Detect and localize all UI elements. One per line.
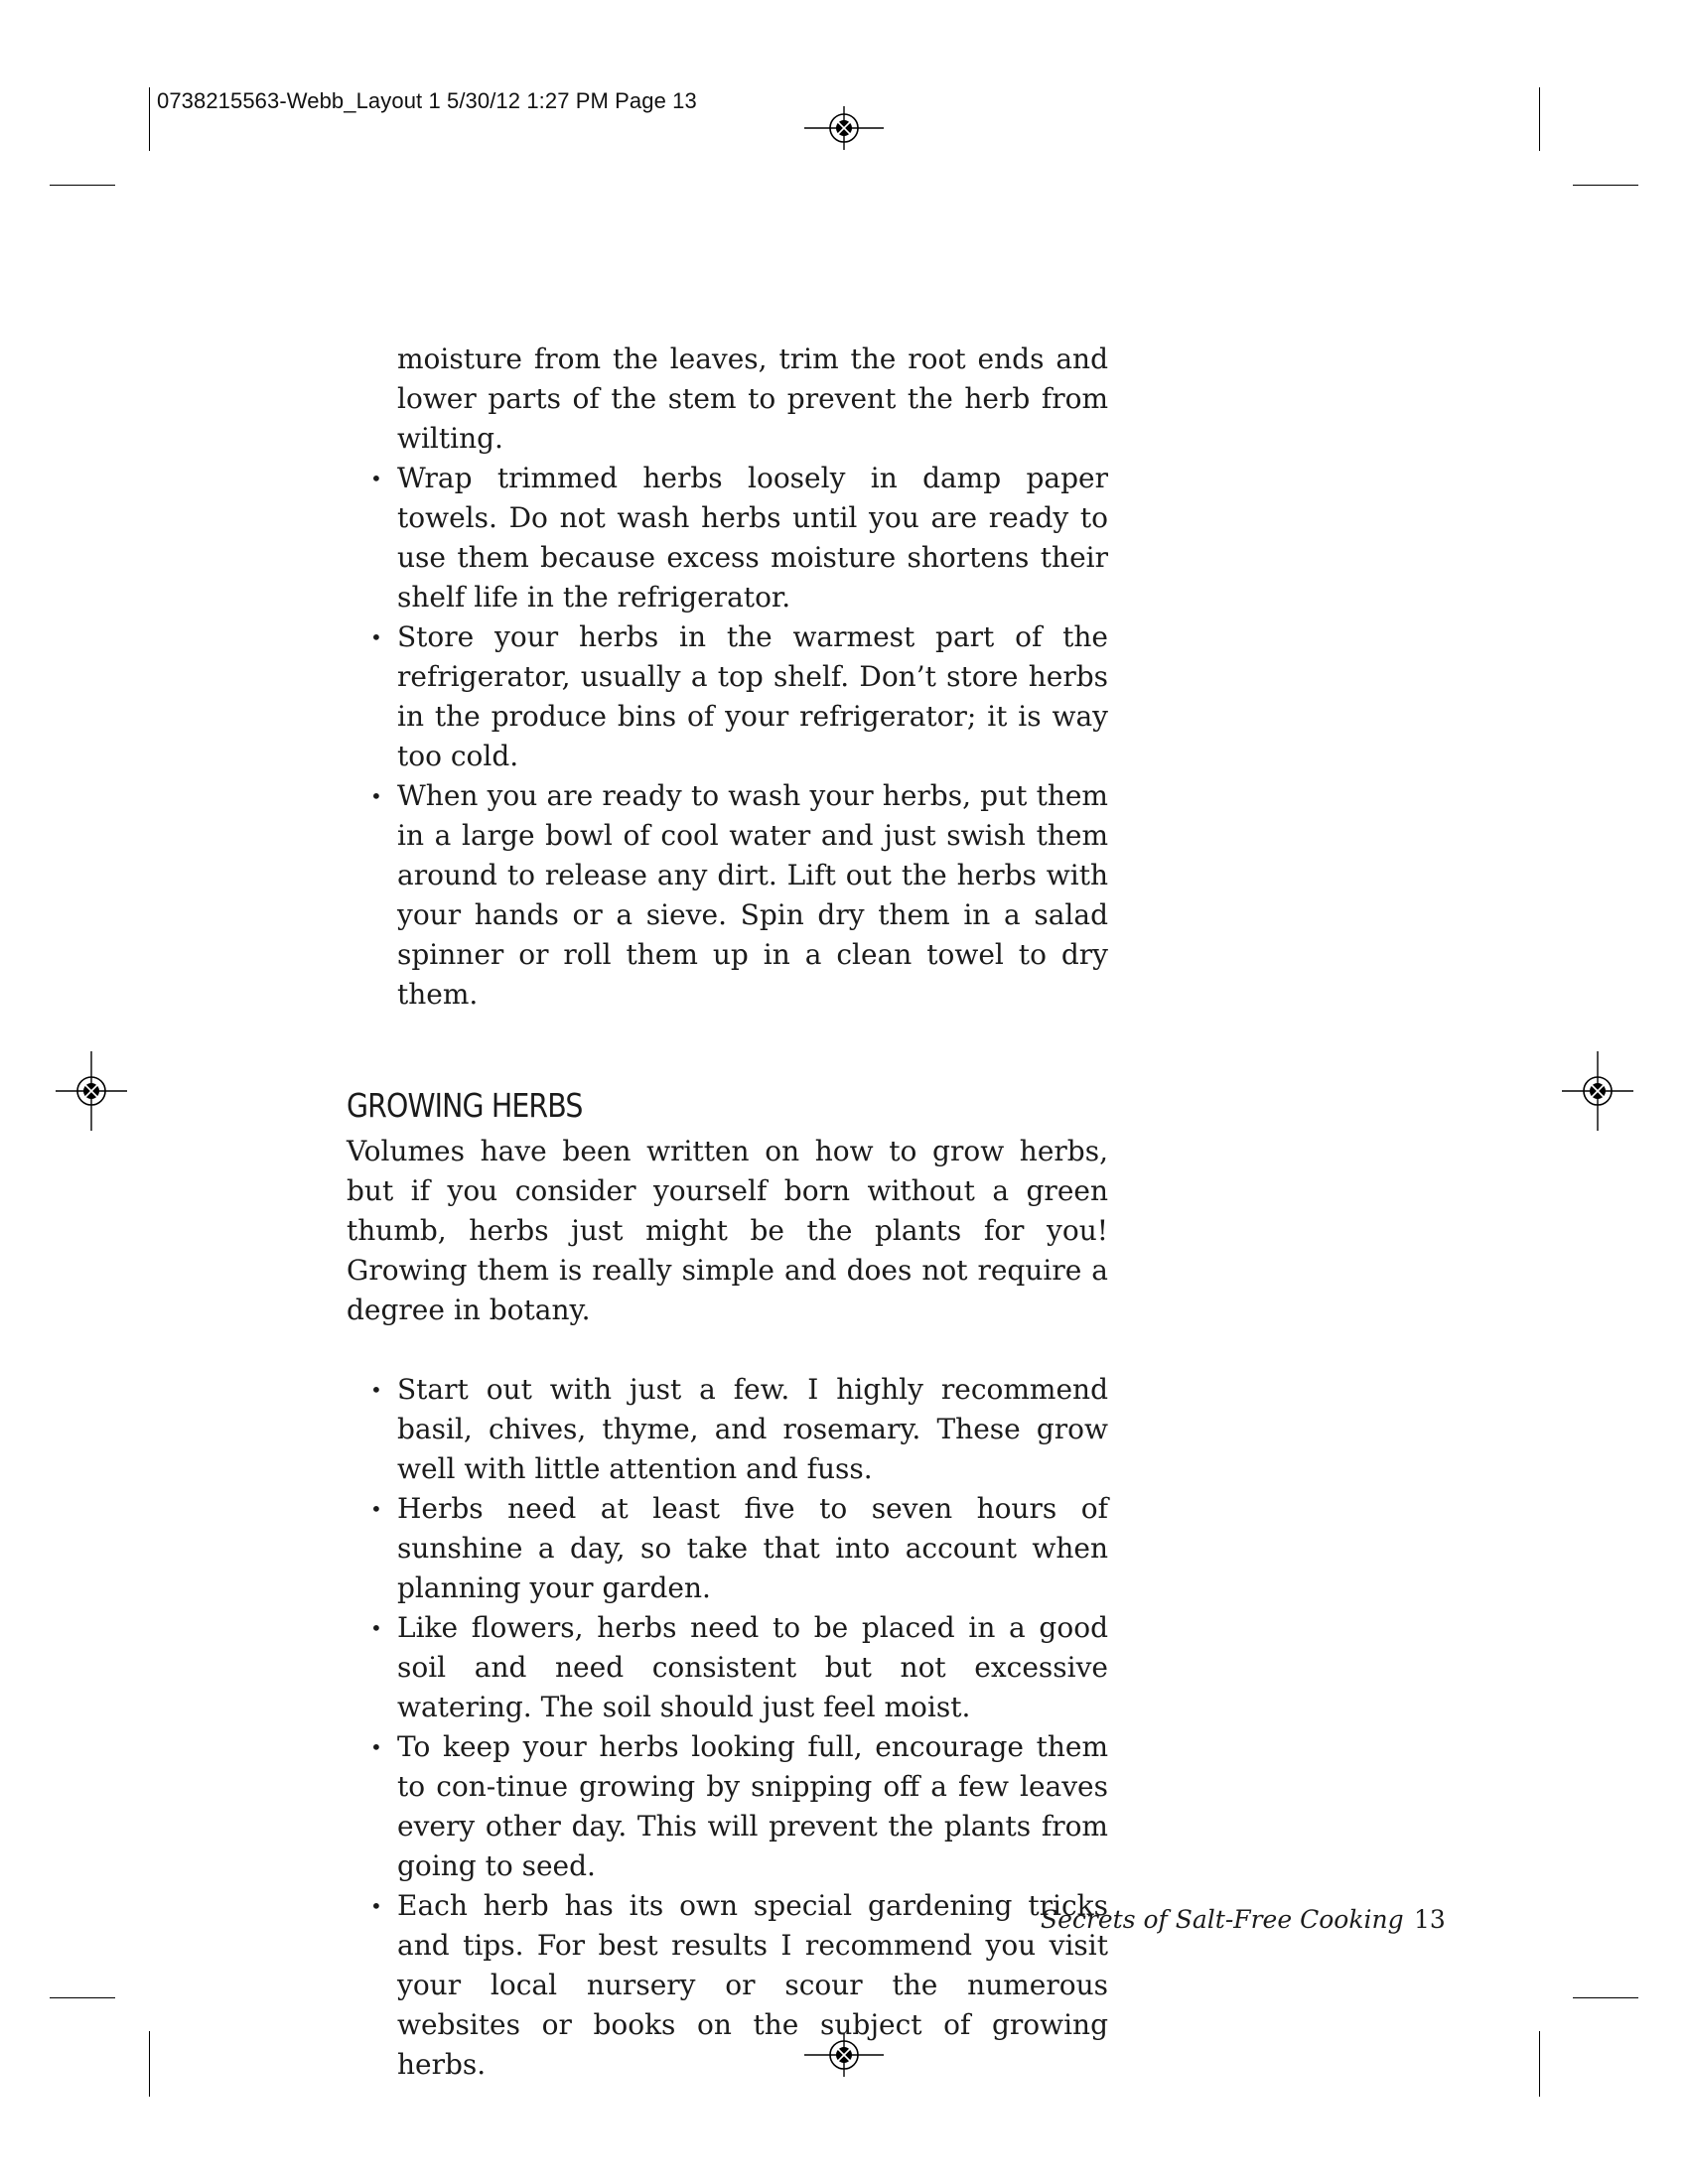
section-heading: GROWING HERBS [347, 1086, 583, 1125]
bullet-icon: • [370, 784, 382, 808]
crop-mark-bottom-left-vertical [149, 2031, 150, 2097]
registration-mark-top-icon [802, 86, 886, 170]
list-item-text: To keep your herbs looking full, encourage them to con-tinue growing by snipping off a few leaves every other day. This will prevent the plants from going to seed. [397, 1730, 1108, 1882]
list-item [347, 1370, 1108, 1489]
list-item [347, 1608, 1108, 1727]
list-item [347, 459, 1108, 617]
list-item [347, 1886, 1108, 2085]
list-item-text: Like flowers, herbs need to be placed in a good soil and need consistent but not excessive watering. The soil should just feel moist. [397, 1611, 1108, 1723]
list-item-text: Store your herbs in the warmest part of the refrigerator, usually a top shelf. Don’t store herbs in the produce bins of your refrigerator; it is way too cold. [397, 620, 1108, 772]
crop-mark-top-left-horizontal [50, 185, 115, 186]
bullet-icon: • [370, 1735, 382, 1759]
crop-mark-top-right-vertical [1539, 87, 1540, 151]
paragraph-spacer [347, 1330, 1108, 1370]
bullet-icon: • [370, 625, 382, 649]
crop-mark-top-right-horizontal [1573, 185, 1638, 186]
list-item-text: Each herb has its own special gardening tricks and tips. For best results I recommend you visit your local nursery or scour the numerous websites or books on the subject of growing herbs. [397, 1889, 1108, 2081]
bullet-icon: • [370, 1378, 382, 1402]
storage-tips-list [347, 459, 1108, 1015]
page-number: 13 [1414, 1905, 1446, 1934]
crop-mark-bottom-right-vertical [1539, 2031, 1540, 2097]
list-item [347, 776, 1108, 1015]
list-item-text: Start out with just a few. I highly recommend basil, chives, thyme, and rosemary. These grow well with little attention and fuss. [397, 1373, 1108, 1485]
print-slug-line: 0738215563-Webb_Layout 1 5/30/12 1:27 PM Page 13 [157, 88, 697, 113]
page-body [347, 340, 1108, 2085]
list-item [347, 1727, 1108, 1886]
bullet-icon: • [370, 1894, 382, 1918]
list-item [347, 617, 1108, 776]
list-item-text: Herbs need at least five to seven hours of sunshine a day, so take that into account when planning your garden. [397, 1492, 1108, 1604]
bullet-icon: • [370, 1497, 382, 1521]
list-item-text: When you are ready to wash your herbs, put them in a large bowl of cool water and just swish them around to release any dirt. Lift out the herbs with your hands or a sieve. Spin dry them in a salad spinner or roll them up in a clean towel to dry them. [397, 779, 1108, 1011]
crop-mark-bottom-left-horizontal [50, 1997, 115, 1998]
continuation-paragraph: moisture from the leaves, trim the root ends and lower parts of the stem to prevent the herb from wilting. [397, 342, 1108, 455]
running-footer-book-title: Secrets of Salt-Free Cooking [1041, 1905, 1404, 1934]
registration-mark-right-icon [1556, 1049, 1639, 1133]
crop-mark-top-left-vertical [149, 87, 150, 151]
list-item [347, 1489, 1108, 1608]
bullet-icon: • [370, 467, 382, 490]
list-item-text: Wrap trimmed herbs loosely in damp paper towels. Do not wash herbs until you are ready to use them because excess moisture shortens their shelf life in the refrigerator. [397, 462, 1108, 614]
growing-tips-list [347, 1370, 1108, 2085]
registration-mark-left-icon [50, 1049, 133, 1133]
intro-paragraph: Volumes have been written on how to grow herbs, but if you consider yourself born without a green thumb, herbs just might be the plants for you! Growing them is really simple and does not require a degree in botany. [347, 1135, 1108, 1326]
crop-mark-bottom-right-horizontal [1573, 1997, 1638, 1998]
bullet-icon: • [370, 1616, 382, 1640]
